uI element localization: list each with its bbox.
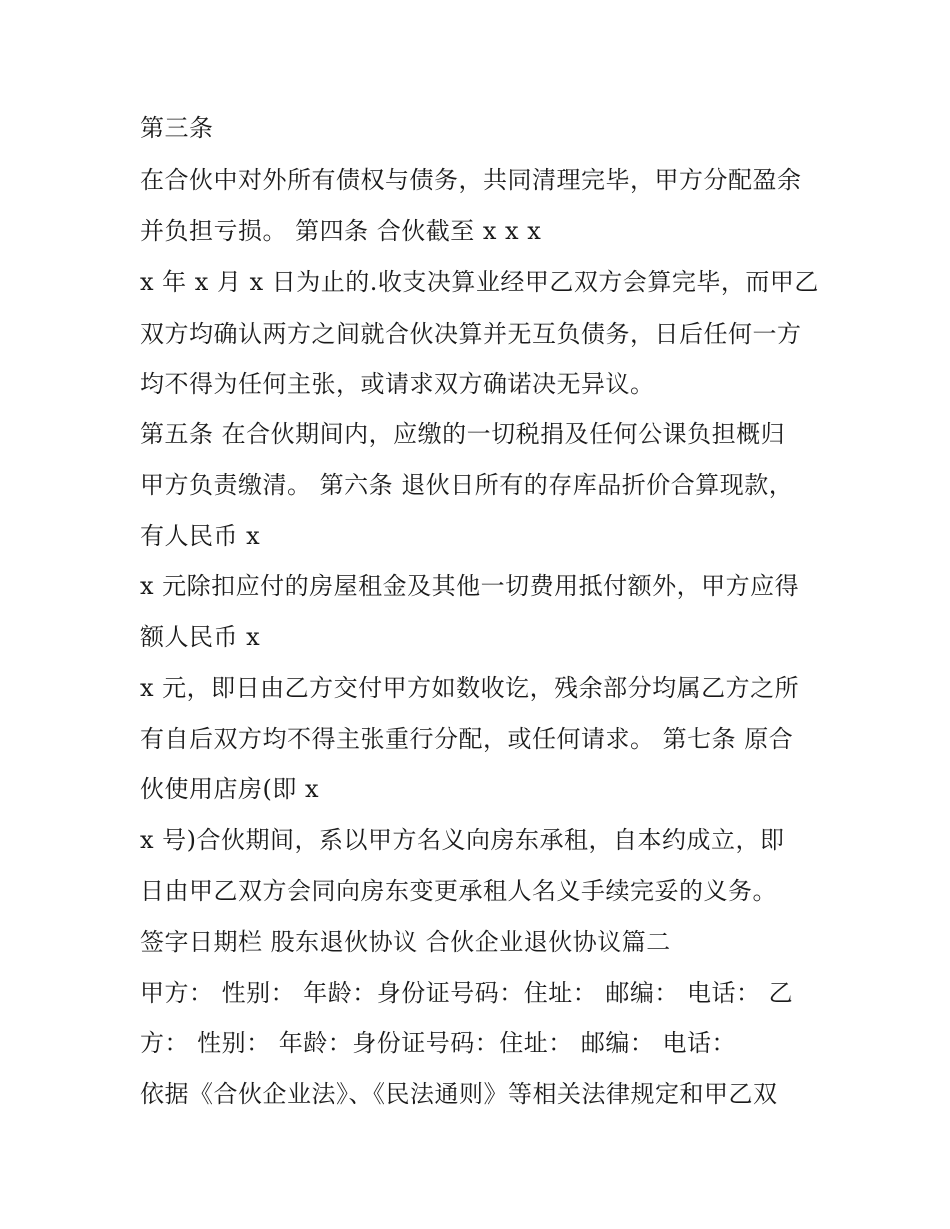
text-line: 方： 性别： 年龄：身份证号码：住址： 邮编： 电话： [140, 1029, 737, 1057]
text-line: 签字日期栏 股东退伙协议 合伙企业退伙协议篇二 [140, 928, 671, 956]
text-line: 依据《合伙企业法》、《民法通则》等相关法律规定和甲乙双 [140, 1080, 778, 1108]
text-line: x 号)合伙期间，系以甲方名义向房东承租，自本约成立，即 [140, 826, 785, 854]
text-line: 均不得为任何主张，或请求双方确诺决无异议。 [140, 370, 655, 398]
text-line: 有自后双方均不得主张重行分配，或任何请求。 第七条 原合 [140, 725, 794, 753]
text-line: 额人民币 x [140, 623, 261, 651]
text-line: x 年 x 月 x 日为止的.收支决算业经甲乙双方会算完毕，而甲乙 [140, 268, 819, 296]
text-line: 伙使用店房(即 x [140, 775, 320, 803]
text-line: 甲方： 性别： 年龄：身份证号码：住址： 邮编： 电话： 乙 [140, 979, 794, 1007]
text-line: 第五条 在合伙期间内，应缴的一切税捐及任何公课负担概归 [140, 420, 786, 448]
text-line: x 元，即日由乙方交付甲方如数收讫，残余部分均属乙方之所 [140, 674, 800, 702]
text-line: 在合伙中对外所有债权与债务，共同清理完毕，甲方分配盈余 [140, 166, 802, 194]
text-line: 甲方负责缴清。 第六条 退伙日所有的存库品折价合算现款， [140, 471, 794, 499]
text-line: 第三条 [140, 114, 214, 142]
text-line: x 元除扣应付的房屋租金及其他一切费用抵付额外，甲方应得 [140, 572, 800, 600]
text-line: 日由甲乙双方会同向房东变更承租人名义手续完妥的义务。 [140, 877, 777, 905]
text-line: 双方均确认两方之间就合伙决算并无互负债务，日后任何一方 [140, 320, 802, 348]
text-line: 有人民币 x [140, 522, 261, 550]
text-line: 并负担亏损。 第四条 合伙截至 x x x [140, 217, 542, 245]
